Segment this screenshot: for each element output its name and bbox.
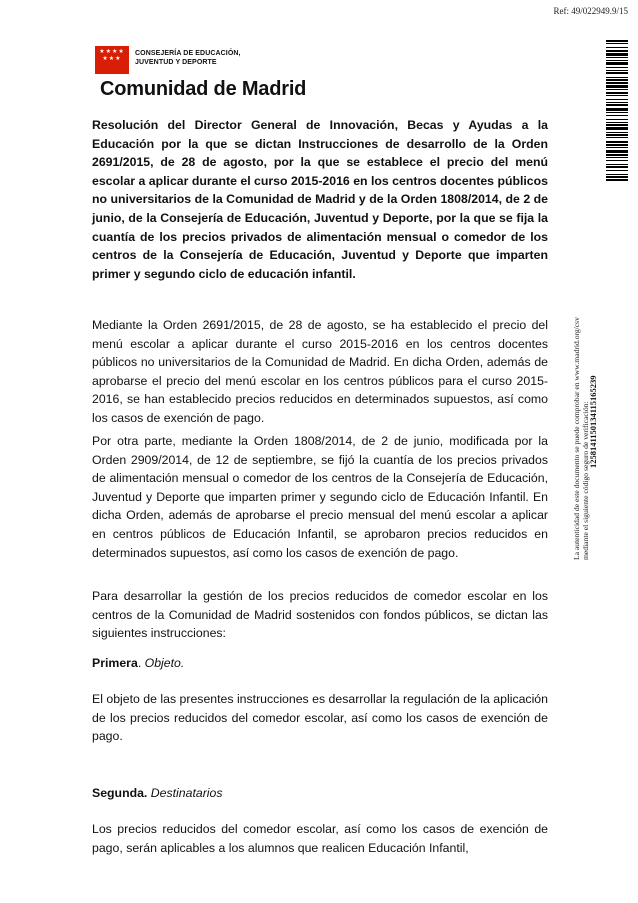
logo-name: Comunidad de Madrid (100, 78, 307, 100)
stars-icon: ★★★★ ★★★ (99, 48, 125, 62)
section-label: Segunda. (92, 786, 148, 800)
verification-line-1: La autenticidad de este documento se puede comprobar en www.madrid.org/csv (572, 317, 581, 560)
section-primera-body: El objeto de las presentes instrucciones es desarrollar la regulación de la aplicación de los precios reducidos del comedor escolar, así como los casos de exención de pago. (92, 692, 548, 744)
comunidad-madrid-logo (95, 40, 305, 104)
barcode-icon (606, 40, 628, 330)
paragraph-2: Por otra parte, mediante la Orden 1808/2014, de 2 de junio, modificada por la Orden 2909/2014, de 12 de septiembre, se fijó la cuantía de los precios privados de alimentación mensual o comedor de los centros de la Consejería de Educación, Juventud y Deporte que imparten primer y segundo ciclo de Educación Infantil. En dicha Orden, además de aprobarse el precio mensual del menú escolar a aplicar en centros públicos de Educación Infantil, se aprobaron precios reducidos en determinados supuestos, así como los casos de exención de pago. (92, 434, 548, 560)
section-separator: . (137, 656, 145, 670)
logo-department-line: JUVENTUD Y DEPORTE (135, 59, 217, 66)
verification-code: 1258141150134115165239 (588, 375, 598, 468)
section-primera-heading (92, 654, 548, 673)
section-segunda-heading (92, 784, 548, 803)
barcode-bar (606, 179, 628, 181)
section-title: Objeto. (144, 656, 185, 670)
section-label: Primera (92, 656, 138, 670)
paragraph-3: Para desarrollar la gestión de los precios reducidos de comedor escolar en los centros de la Comunidad de Madrid sostenidos con fondos públicos, se dictan las siguientes instrucciones: (92, 589, 548, 641)
logo-consejeria-line: CONSEJERÍA DE EDUCACIÓN, (135, 50, 241, 57)
verification-line-2: mediante el siguiente código seguro de verificación: (581, 401, 590, 560)
section-title: Destinatarios (150, 786, 223, 800)
resolution-title: Resolución del Director General de Innovación, Becas y Ayudas a la Educación por la que se dictan Instrucciones de desarrollo de la Orden 2691/2015, de 28 de agosto, por la que se establece el precio del menú escolar a aplicar durante el curso 2015-2016 en los centros docentes públicos no universitarios de la Comunidad de Madrid y de la Orden 1808/2014, de 2 de junio, de la Consejería de Educación, Juventud y Deporte, por la que se fija la cuantía de los precios privados de alimentación mensual o comedor de los centros de la Consejería de Educación, Juventud y Deporte que imparten primer y segundo ciclo de educación infantil. (92, 118, 548, 281)
paragraph-1: Mediante la Orden 2691/2015, de 28 de agosto, se ha establecido el precio del menú escolar a aplicar durante el curso 2015-2016 en los centros docentes públicos no universitarios de la Comunidad de Madrid. En dicha Orden, además de aprobarse el precio del menú escolar en los centros públicos para el curso 2015-2016, se han establecido precios reducidos en determinados supuestos, así como los casos de exención de pago. (92, 318, 548, 425)
document-reference: Ref: 49/022949.9/15 (553, 6, 628, 16)
section-segunda-body: Los precios reducidos del comedor escolar, así como los casos de exención de pago, serán aplicables a los alumnos que realicen Educación Infantil, (92, 822, 548, 855)
